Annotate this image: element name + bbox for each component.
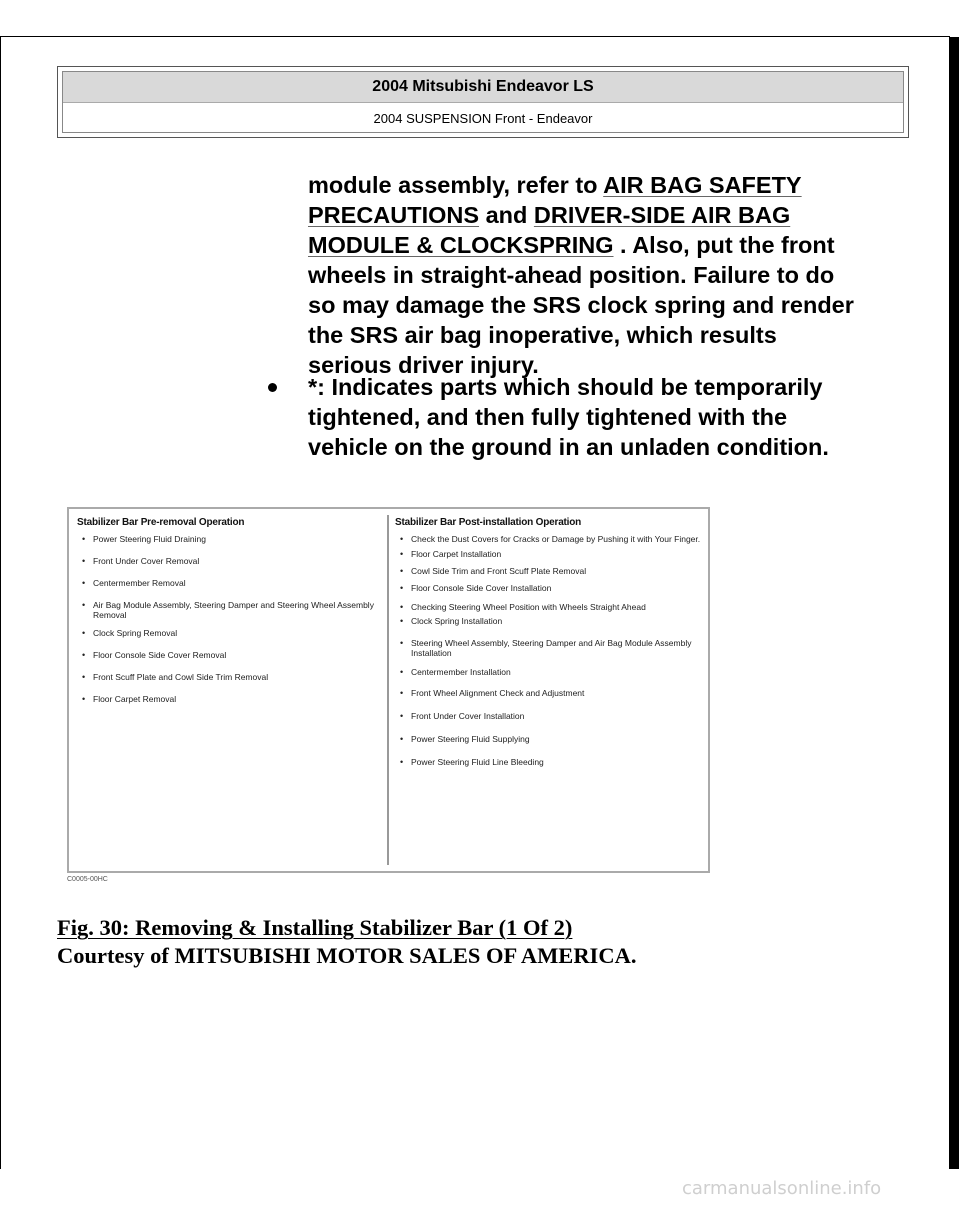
reference-link[interactable]: MODULE & CLOCKSPRING <box>308 232 614 258</box>
figure-list-item: • Cowl Side Trim and Front Scuff Plate Removal <box>395 566 705 576</box>
paragraph-text: wheels in straight-ahead position. Failure to do <box>308 262 835 288</box>
figure-list-item: • Steering Wheel Assembly, Steering Damper and Air Bag Module Assembly Installation <box>395 638 705 658</box>
paragraph-text: . Also, put the front <box>613 232 835 258</box>
courtesy-text: Courtesy of MITSUBISHI MOTOR SALES OF AMERICA. <box>57 943 637 968</box>
pre-removal-title: Stabilizer Bar Pre-removal Operation <box>77 517 245 528</box>
paragraph-text: and <box>479 202 534 228</box>
paragraph-line <box>308 170 908 200</box>
figure-list-item: • Floor Console Side Cover Installation <box>395 583 705 593</box>
figure-list-item: • Power Steering Fluid Line Bleeding <box>395 757 705 767</box>
note-line: *: Indicates parts which should be temporarily <box>308 374 823 400</box>
document-header <box>57 66 909 138</box>
figure-list-item: • Clock Spring Installation <box>395 616 705 626</box>
note-text <box>308 372 908 462</box>
paragraph-text: the SRS air bag inoperative, which results <box>308 322 777 348</box>
figure-list-item: • Centermember Installation <box>395 667 705 677</box>
page-edge <box>950 37 959 1169</box>
paragraph-text: so may damage the SRS clock spring and render <box>308 292 854 318</box>
figure-divider <box>387 515 389 865</box>
figure-list-item: • Front Under Cover Installation <box>395 711 705 721</box>
paragraph-text: serious driver injury. <box>308 352 539 378</box>
figure-list-item: • Power Steering Fluid Draining <box>77 534 381 544</box>
figure-list-item: • Floor Carpet Removal <box>77 694 381 704</box>
figure-list-item: • Floor Console Side Cover Removal <box>77 650 381 660</box>
figure-list-item: • Floor Carpet Installation <box>395 549 705 559</box>
note-line: vehicle on the ground in an unladen condition. <box>308 434 829 460</box>
paragraph-line <box>308 260 908 290</box>
pre-removal-column <box>77 517 381 716</box>
vehicle-title: 2004 Mitsubishi Endeavor LS <box>63 72 903 103</box>
section-subtitle: 2004 SUSPENSION Front - Endeavor <box>373 111 593 126</box>
paragraph-line <box>308 200 908 230</box>
note-line: tightened, and then fully tightened with the <box>308 404 788 430</box>
figure-list-item: • Centermember Removal <box>77 578 381 588</box>
figure-link[interactable]: Fig. 30: Removing & Installing Stabilizer Bar (1 Of 2) <box>57 915 573 940</box>
figure-list-item: • Check the Dust Covers for Cracks or Damage by Pushing it with Your Finger. <box>395 534 705 544</box>
figure-list-item: • Air Bag Module Assembly, Steering Damper and Steering Wheel Assembly Removal <box>77 600 381 620</box>
paragraph-text: module assembly, refer to <box>308 172 604 198</box>
post-installation-title: Stabilizer Bar Post-installation Operation <box>395 517 582 528</box>
reference-link[interactable]: AIR BAG SAFETY <box>603 172 802 198</box>
bullet-icon <box>268 383 277 392</box>
paragraph-line <box>308 230 908 260</box>
reference-link[interactable]: PRECAUTIONS <box>308 202 480 228</box>
figure-list-item: • Front Under Cover Removal <box>77 556 381 566</box>
paragraph-line <box>308 290 908 320</box>
figure-list-item: • Front Wheel Alignment Check and Adjustment <box>395 688 705 698</box>
figure-code: C0005-00HC <box>67 876 108 883</box>
reference-link[interactable]: DRIVER-SIDE AIR BAG <box>533 202 791 228</box>
figure-30-image <box>67 507 710 873</box>
figure-list-item: • Checking Steering Wheel Position with Wheels Straight Ahead <box>395 602 705 612</box>
figure-caption <box>57 914 636 970</box>
figure-list-item: • Power Steering Fluid Supplying <box>395 734 705 744</box>
header-inner <box>62 71 904 133</box>
post-installation-column <box>395 517 705 777</box>
watermark: carmanualsonline.info <box>682 1178 882 1199</box>
paragraph-line <box>308 320 908 350</box>
warning-paragraph <box>308 170 908 380</box>
figure-list-item: • Front Scuff Plate and Cowl Side Trim Removal <box>77 672 381 682</box>
figure-list-item: • Clock Spring Removal <box>77 628 381 638</box>
